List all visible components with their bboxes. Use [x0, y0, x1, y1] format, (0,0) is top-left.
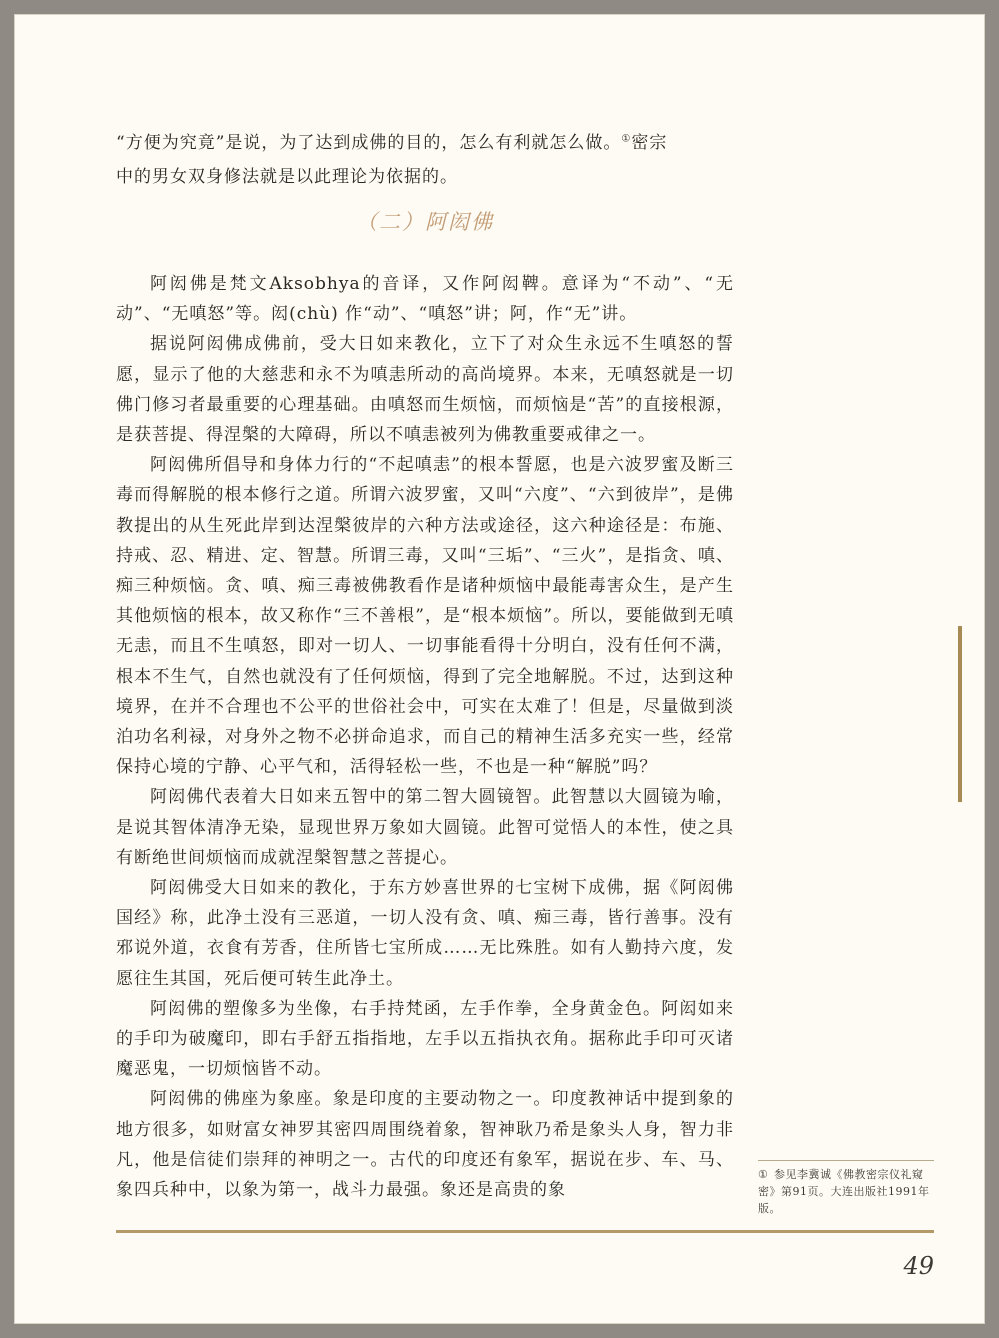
body-text [116, 269, 734, 1205]
footnote-divider [758, 1160, 934, 1161]
book-page [14, 14, 985, 1324]
bottom-divider [116, 1230, 934, 1233]
paragraph: 阿闳佛是梵文Aksobhya的音译，又作阿闳鞞。意译为“不动”、“无动”、“无嗔怒”等。闳(chù) 作“动”、“嗔怒”讲；阿，作“无”讲。 [116, 274, 734, 325]
paragraph: 据说阿闳佛成佛前，受大日如来教化，立下了对众生永远不生嗔怒的誓愿，显示了他的大慈悲和永不为嗔恚所动的高尚境界。本来，无嗔怒就是一切佛门修习者最重要的心理基础。由嗔怒而生烦恼，而烦恼是“苦”的直接根源，是获菩提、得涅槃的大障碍，所以不嗔恚被列为佛教重要戒律之一。 [116, 334, 734, 446]
intro-text [116, 126, 734, 194]
footnote-number: ① [758, 1168, 769, 1181]
section-heading: （二）阿闳佛 [356, 210, 494, 234]
thumb-index-bar [958, 626, 962, 802]
paragraph: 阿闳佛所倡导和身体力行的“不起嗔恚”的根本誓愿，也是六波罗蜜及断三毒而得解脱的根本修行之道。所谓六波罗蜜，又叫“六度”、“六到彼岸”，是佛教提出的从生死此岸到达涅槃彼岸的六种方法或途径，这六种途径是：布施、持戒、忍、精进、定、智慧。所谓三毒，又叫“三垢”、“三火”，是指贪、嗔、痴三种烦恼。贪、嗔、痴三毒被佛教看作是诸种烦恼中最能毒害众生，是产生其他烦恼的根本，故又称作“三不善根”，是“根本烦恼”。所以，要能做到无嗔无恚，而且不生嗔怒，即对一切人、一切事能看得十分明白，没有任何不满，根本不生气，自然也就没有了任何烦恼，得到了完全地解脱。不过，达到这种境界，在并不合理也不公平的世俗社会中，可实在太难了！但是，尽量做到淡泊功名利禄，对身外之物不必拼命追求，而自己的精神生活多充实一些，经常保持心境的宁静、心平气和，活得轻松一些，不也是一种“解脱”吗？ [116, 455, 734, 778]
intro-line-1: “方便为究竟”是说，为了达到成佛的目的，怎么有利就怎么做。①密宗 [116, 133, 668, 153]
footnote [758, 1166, 938, 1217]
page-number: 49 [903, 1252, 934, 1280]
paragraph: 阿闳佛的塑像多为坐像，右手持梵函，左手作拳，全身黄金色。阿闳如来的手印为破魔印，即右手舒五指指地，左手以五指执衣角。据称此手印可灭诸魔恶鬼，一切烦恼皆不动。 [116, 998, 734, 1080]
intro-line-2: 中的男女双身修法就是以此理论为依据的。 [116, 167, 458, 187]
paragraph: 阿闳佛受大日如来的教化，于东方妙喜世界的七宝树下成佛，据《阿闳佛国经》称，此净土没有三恶道，一切人没有贪、嗔、痴三毒，皆行善事。没有邪说外道，衣食有芳香，住所皆七宝所成……无比殊胜。如有人勤持六度，发愿往生其国，死后便可转生此净土。 [116, 878, 734, 989]
paragraph: 阿闳佛代表着大日如来五智中的第二智大圆镜智。此智慧以大圆镜为喻，是说其智体清净无染，显现世界万象如大圆镜。此智可觉悟人的本性，使之具有断绝世间烦恼而成就涅槃智慧之菩提心。 [116, 787, 734, 868]
paragraph: 阿闳佛的佛座为象座。象是印度的主要动物之一。印度教神话中提到象的地方很多，如财富女神罗其密四周围绕着象，智神耿乃希是象头人身，智力非凡，他是信徒们崇拜的神明之一。古代的印度还有象军，据说在步、车、马、象四兵种中，以象为第一，战斗力最强。象还是高贵的象 [116, 1089, 734, 1201]
footnote-text: 参见李冀诚《佛教密宗仪礼窥密》第91页。大连出版社1991年版。 [758, 1168, 930, 1215]
footnote-reference: ① [621, 133, 632, 145]
